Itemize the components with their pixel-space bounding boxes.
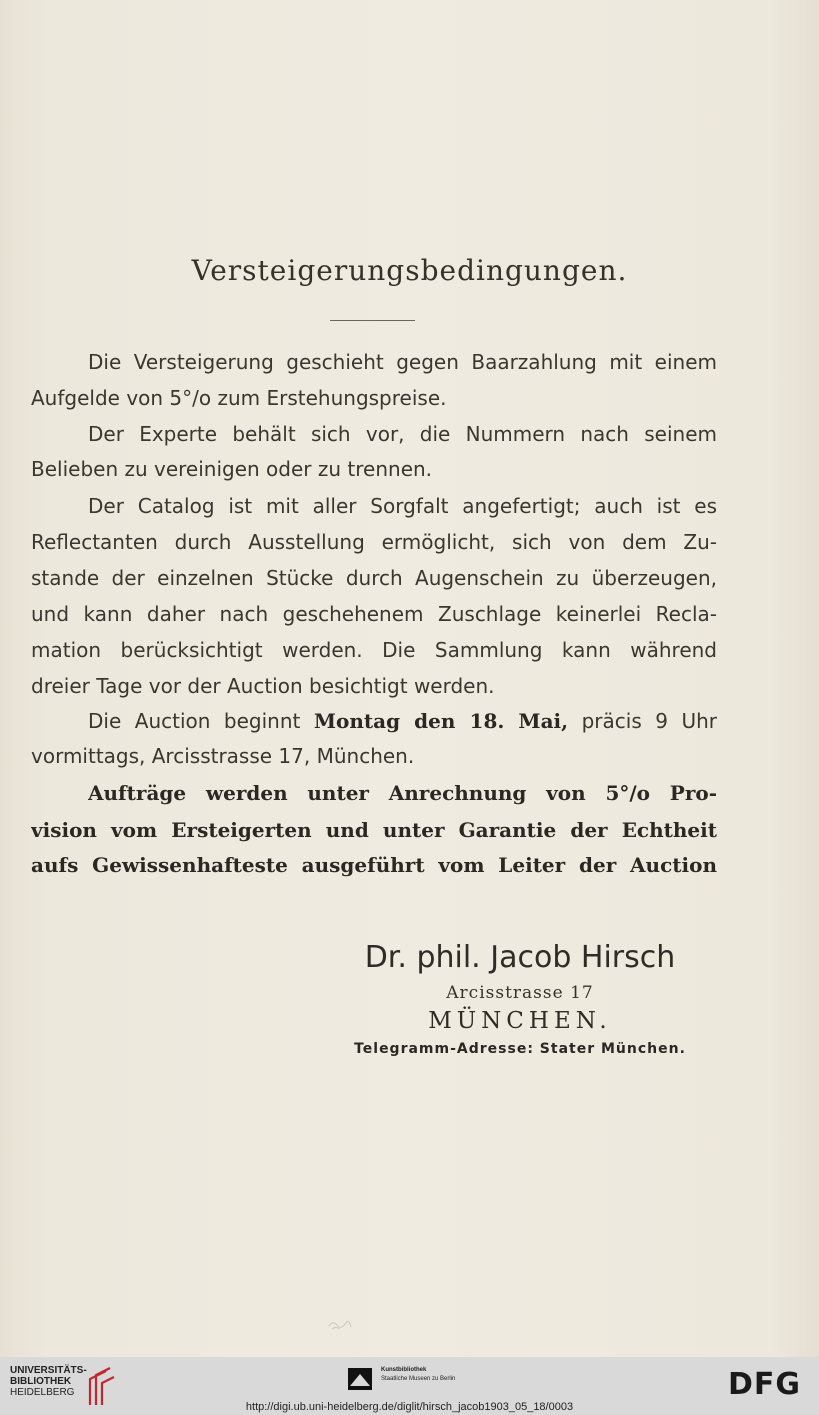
kunstbibliothek-emblem-icon [348,1368,372,1390]
permalink-url[interactable]: http://digi.ub.uni-heidelberg.de/diglit/hirsch_jacob1903_05_18/0003 [245,1401,574,1413]
auction-start-text: Die Auction beginnt [88,709,301,733]
paragraph-5-line-2: vision vom Ersteigerten und unter Garantie der Echtheit [31,818,717,842]
auction-date: Montag den 18. Mai, [313,709,569,733]
kb-logo-line-1: Kunstbibliothek [381,1367,427,1373]
paragraph-3-line-6: dreier Tage vor der Auction besichtigt werden. [31,674,495,698]
signature-name: Dr. phil. Jacob Hirsch [364,940,676,975]
paragraph-3-line-2: Reflectanten durch Ausstellung ermöglicht, sich von dem Zu- [31,530,717,554]
paragraph-3-line-4: und kann daher nach geschehenem Zuschlage keinerlei Recla- [31,602,717,626]
signature-street: Arcisstrasse 17 [446,983,594,1003]
paragraph-1-line-2: Aufgelde von 5°/o zum Erstehungspreise. [31,386,447,410]
paragraph-3-line-3: stande der einzelnen Stücke durch Augenschein zu überzeugen, [31,566,717,590]
paragraph-3-line-5: mation berücksichtigt werden. Die Sammlung kann während [31,638,717,662]
kb-logo-line-2: Staatliche Museen zu Berlin [381,1376,456,1382]
kunstbibliothek-name [381,1366,455,1384]
paragraph-4-line-1 [88,707,717,735]
paragraph-3-line-1: Der Catalog ist mit aller Sorgfalt angefertigt; auch ist es [88,494,717,518]
paragraph-1-line-1: Die Versteigerung geschieht gegen Baarzahlung mit einem [88,350,717,374]
signature-city: MÜNCHEN. [428,1008,612,1034]
ub-logo-line-1: UNIVERSITÄTS- [10,1365,87,1376]
paragraph-5-line-3: aufs Gewissenhafteste ausgeführt vom Leiter der Auction [31,853,717,877]
paragraph-2-line-2: Belieben zu vereinigen oder zu trennen. [31,457,433,481]
paragraph-5-line-1: Aufträge werden unter Anrechnung von 5°/o Pro- [88,781,717,805]
ub-logo-line-3: HEIDELBERG [10,1387,75,1398]
paragraph-2-line-1: Der Experte behält sich vor, die Nummern nach seinem [88,422,717,446]
signature-telegram: Telegramm-Adresse: Stater München. [354,1041,686,1057]
kunstbibliothek-logo[interactable] [348,1365,488,1393]
paragraph-4-line-2: vormittags, Arcisstrasse 17, München. [31,744,415,768]
ub-logo-line-2: BIBLIOTHEK [10,1376,72,1387]
title-divider [330,320,415,321]
document-title: Versteigerungsbedingungen. [191,254,628,287]
paper-smudge [327,1318,353,1332]
auction-time: präcis 9 Uhr [581,709,717,733]
dfg-logo[interactable]: DFG [728,1367,802,1402]
university-library-name [10,1365,87,1398]
